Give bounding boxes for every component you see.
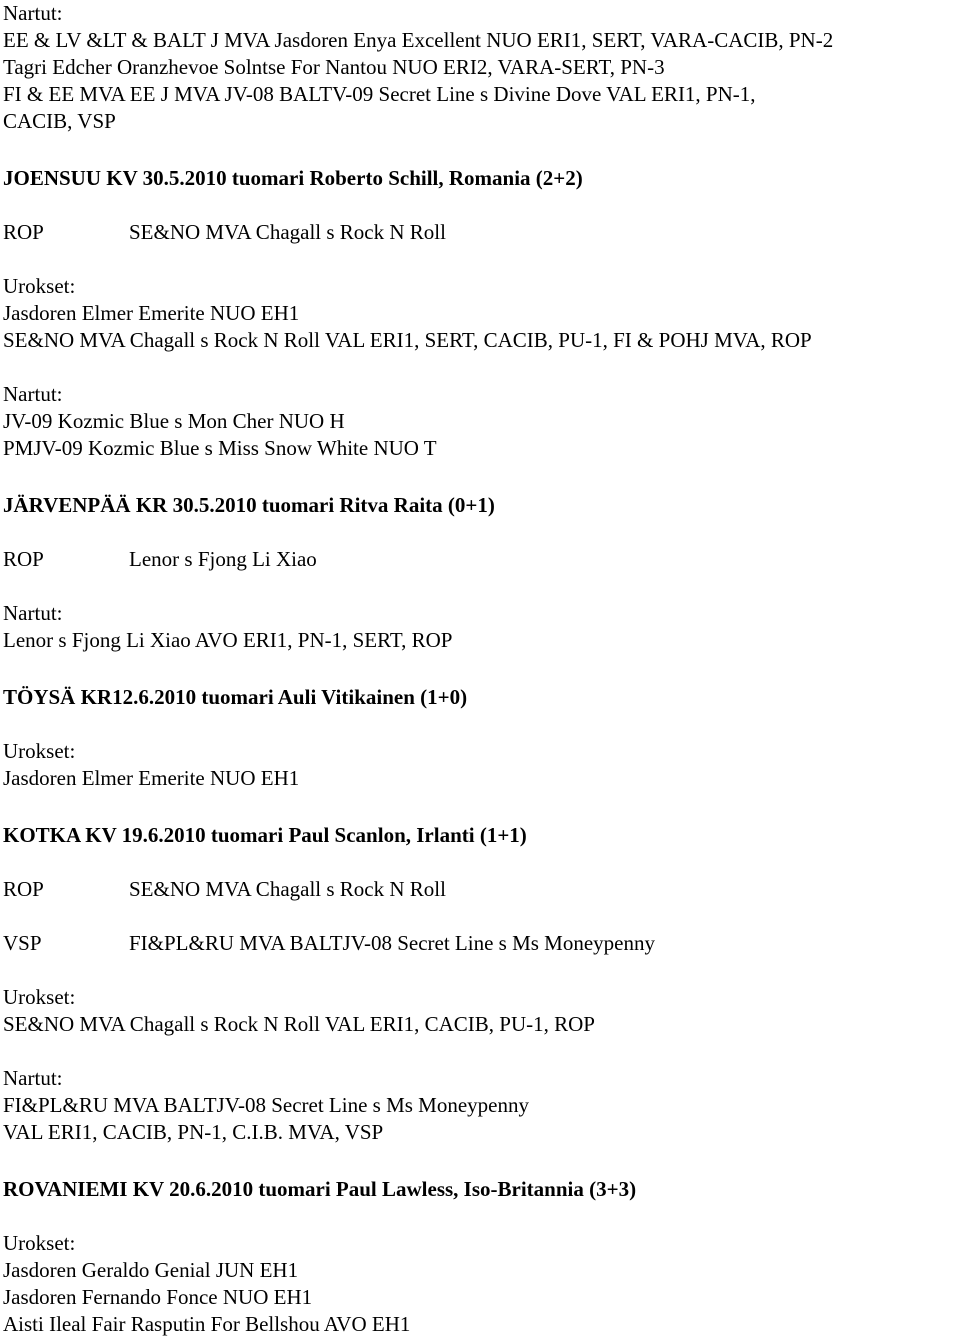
section-label: Urokset: [3,274,76,298]
result-entry: PMJV-09 Kozmic Blue s Miss Snow White NUO T [3,436,437,460]
result-entry: JV-09 Kozmic Blue s Mon Cher NUO H [3,409,345,433]
section-label: Nartut: [3,382,63,406]
result-entry: Tagri Edcher Oranzhevoe Solntse For Nantou NUO ERI2, VARA-SERT, PN-3 [3,55,665,79]
result-entry: SE&NO MVA Chagall s Rock N Roll VAL ERI1, SERT, CACIB, PU-1, FI & POHJ MVA, ROP [3,328,812,352]
show-heading: TÖYSÄ KR12.6.2010 tuomari Auli Vitikainen (1+0) [3,685,468,709]
show-heading: JÄRVENPÄÄ KR 30.5.2010 tuomari Ritva Raita (0+1) [3,493,495,517]
award-code: ROP [3,220,44,244]
result-entry: FI&PL&RU MVA BALTJV-08 Secret Line s Ms Moneypenny [3,1093,529,1117]
result-entry: CACIB, VSP [3,109,116,133]
result-entry: Jasdoren Geraldo Genial JUN EH1 [3,1258,299,1282]
award-row [3,876,958,903]
award-code: ROP [3,877,44,901]
award-code: VSP [3,931,42,955]
result-entry: Jasdoren Fernando Fonce NUO EH1 [3,1285,313,1309]
award-row [3,930,958,957]
award-code: ROP [3,547,44,571]
result-entry: Aisti Ileal Fair Rasputin For Bellshou AVO EH1 [3,1312,411,1336]
award-dog: Lenor s Fjong Li Xiao [129,547,317,571]
section-label: Urokset: [3,1231,76,1255]
result-entry: Jasdoren Elmer Emerite NUO EH1 [3,766,300,790]
award-row [3,219,958,246]
award-row [3,546,958,573]
result-entry: Jasdoren Elmer Emerite NUO EH1 [3,301,300,325]
section-label: Urokset: [3,985,76,1009]
result-entry: SE&NO MVA Chagall s Rock N Roll VAL ERI1, CACIB, PU-1, ROP [3,1012,595,1036]
award-dog: SE&NO MVA Chagall s Rock N Roll [129,877,446,901]
result-entry: Lenor s Fjong Li Xiao AVO ERI1, PN-1, SERT, ROP [3,628,453,652]
show-heading: ROVANIEMI KV 20.6.2010 tuomari Paul Lawless, Iso-Britannia (3+3) [3,1177,637,1201]
show-heading: KOTKA KV 19.6.2010 tuomari Paul Scanlon, Irlanti (1+1) [3,823,527,847]
section-label: Nartut: [3,1066,63,1090]
award-dog: FI&PL&RU MVA BALTJV-08 Secret Line s Ms Moneypenny [129,931,655,955]
result-entry: VAL ERI1, CACIB, PN-1, C.I.B. MVA, VSP [3,1120,384,1144]
award-dog: SE&NO MVA Chagall s Rock N Roll [129,220,446,244]
section-label: Nartut: [3,601,63,625]
result-entry: EE & LV &LT & BALT J MVA Jasdoren Enya Excellent NUO ERI1, SERT, VARA-CACIB, PN-2 [3,28,834,52]
result-entry: FI & EE MVA EE J MVA JV-08 BALTV-09 Secret Line s Divine Dove VAL ERI1, PN-1, [3,82,756,106]
section-label: Urokset: [3,739,76,763]
show-heading: JOENSUU KV 30.5.2010 tuomari Roberto Schill, Romania (2+2) [3,166,583,190]
results-document [3,0,958,1338]
section-label: Nartut: [3,1,63,25]
